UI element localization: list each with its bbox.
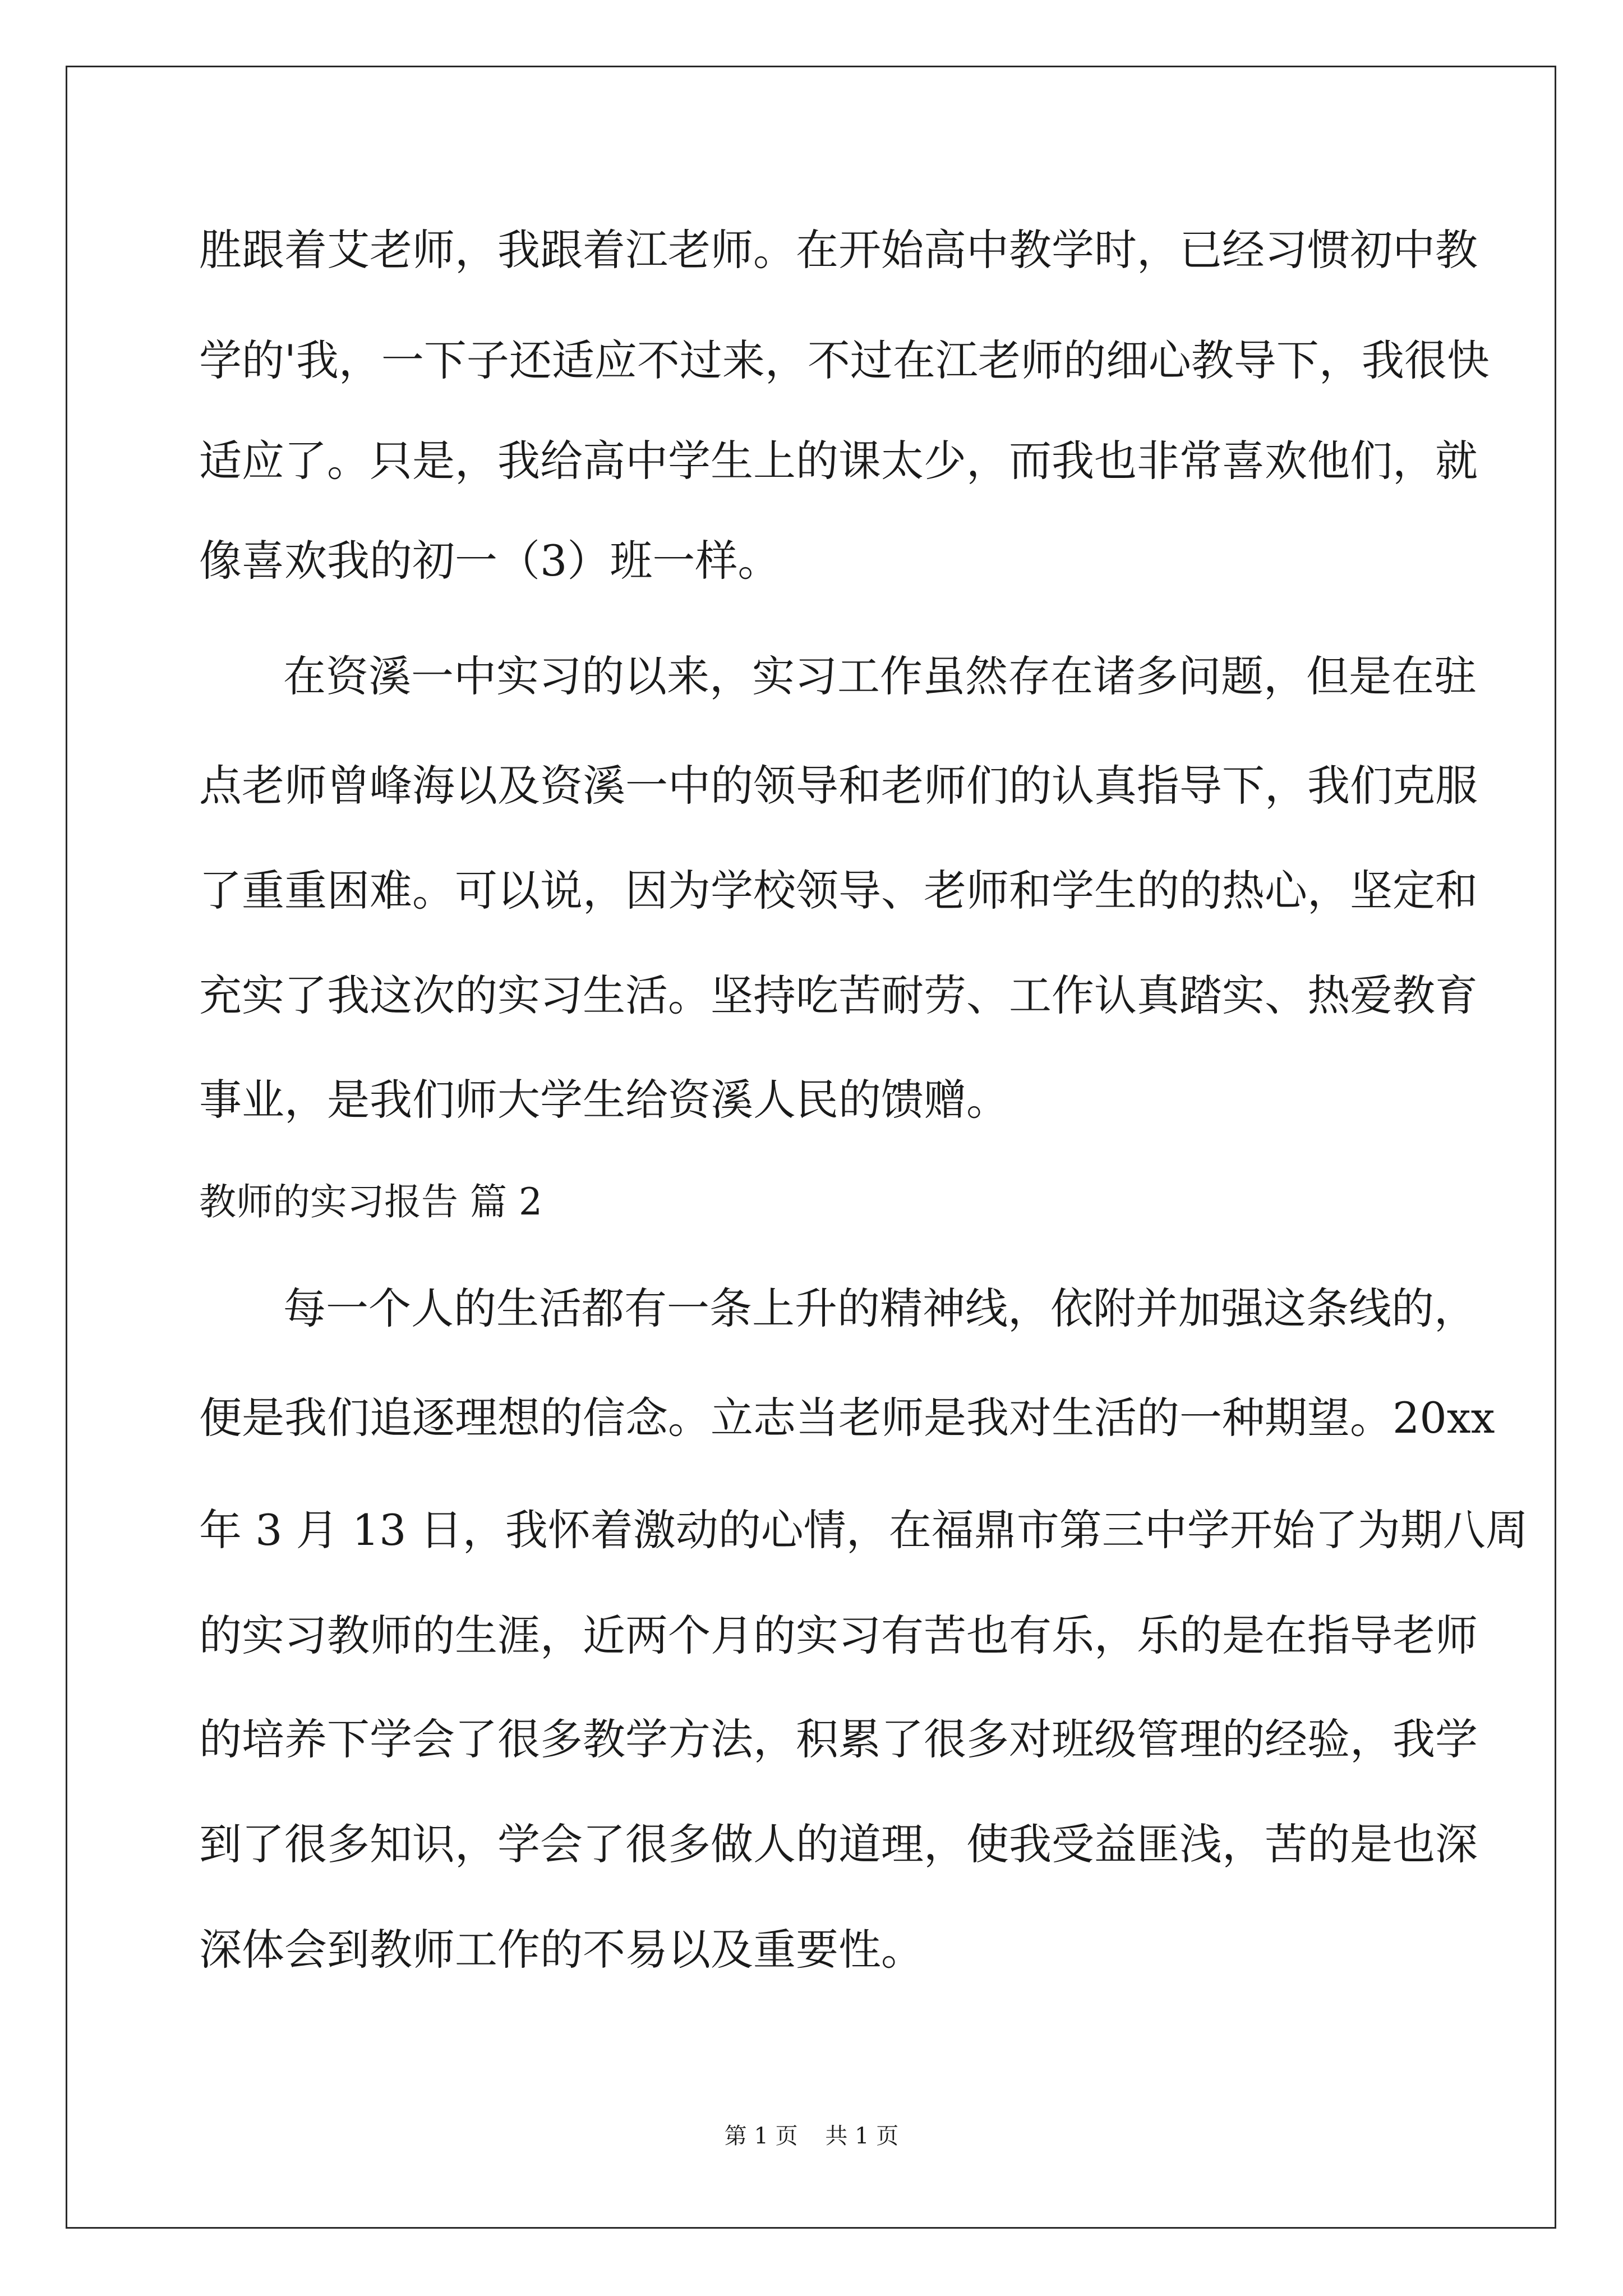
page-number-total: 共 1 页 <box>825 2123 899 2149</box>
paragraph-2-line-3: 了重重困难。可以说，因为学校领导、老师和学生的的热心，坚定和 <box>199 866 1478 915</box>
paragraph-1-line-2: 学的'我，一下子还适应不过来，不过在江老师的细心教导下，我很快 <box>199 335 1490 385</box>
paragraph-2-line-1: 在资溪一中实习的以来，实习工作虽然存在诸多问题，但是在驻 <box>283 651 1477 701</box>
section-heading: 教师的实习报告 篇 2 <box>199 1180 542 1223</box>
paragraph-3-line-5: 的培养下学会了很多教学方法，积累了很多对班级管理的经验，我学 <box>199 1714 1478 1764</box>
paragraph-1-line-4: 像喜欢我的初一（3）班一样。 <box>199 536 781 586</box>
paragraph-1-line-1: 胜跟着艾老师，我跟着江老师。在开始高中教学时，已经习惯初中教 <box>199 225 1478 275</box>
page-footer <box>0 2125 1623 2147</box>
paragraph-3-line-2: 便是我们追逐理想的信念。立志当老师是我对生活的一种期望。20xx <box>199 1393 1495 1443</box>
paragraph-2-line-4: 充实了我这次的实习生活。坚持吃苦耐劳、工作认真踏实、热爱教育 <box>199 970 1478 1020</box>
page-border <box>66 66 1556 2229</box>
paragraph-2-line-5: 事业，是我们师大学生给资溪人民的馈赠。 <box>199 1075 1009 1125</box>
paragraph-2-line-2: 点老师曾峰海以及资溪一中的领导和老师们的认真指导下，我们克服 <box>199 761 1478 811</box>
paragraph-3-line-3: 年 3 月 13 日，我怀着激动的心情，在福鼎市第三中学开始了为期八周 <box>199 1505 1528 1555</box>
paragraph-3-line-7: 深体会到教师工作的不易以及重要性。 <box>199 1925 924 1975</box>
paragraph-3-line-6: 到了很多知识，学会了很多做人的道理，使我受益匪浅，苦的是也深 <box>199 1819 1478 1869</box>
paragraph-3-line-1: 每一个人的生活都有一条上升的精神线，依附并加强这条线的， <box>283 1283 1477 1333</box>
paragraph-1-line-3: 适应了。只是，我给高中学生上的课太少，而我也非常喜欢他们，就 <box>199 436 1478 486</box>
paragraph-3-line-4: 的实习教师的生涯，近两个月的实习有苦也有乐，乐的是在指导老师 <box>199 1611 1478 1660</box>
page-number-current: 第 1 页 <box>724 2123 798 2149</box>
